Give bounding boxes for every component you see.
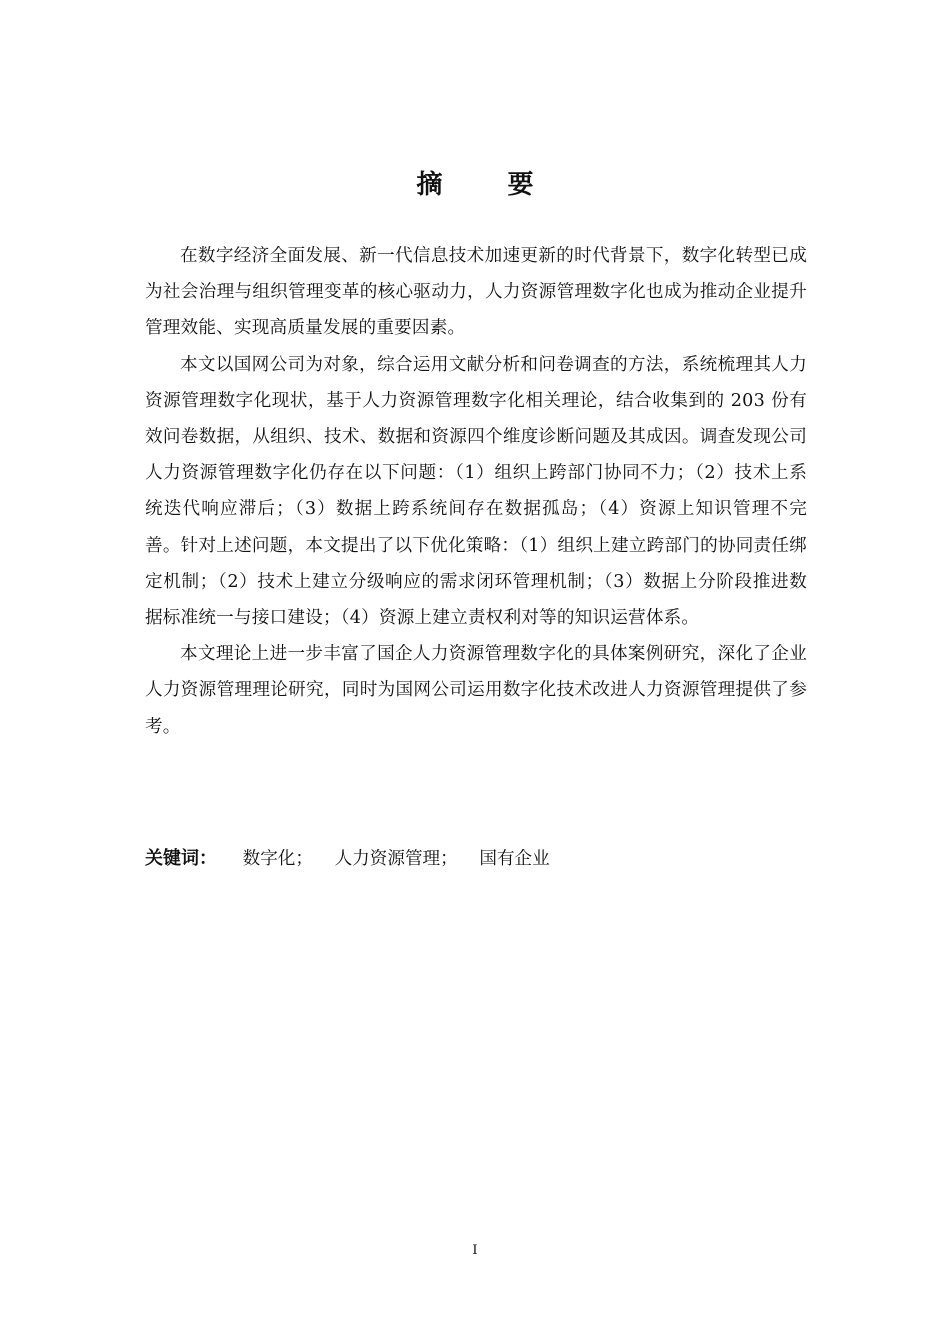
keyword-item: 数字化； bbox=[242, 849, 313, 869]
keywords-label: 关键词： bbox=[145, 848, 217, 869]
keyword-item: 人力资源管理； bbox=[334, 849, 458, 869]
page-number: I bbox=[472, 1243, 478, 1258]
abstract-title: 摘 要 bbox=[416, 170, 562, 200]
abstract-paragraph-2: 本文以国网公司为对象，综合运用文献分析和问卷调查的方法，系统梳理其人力资源管理数字化现状，基于人力资源管理数字化相关理论，结合收集到的 203 份有效问卷数据，从组织、技术、数据和资源四个维度诊断问题及其成因。调查发现公司人力资源管理数字化仍存在以下问题：（1）组织上跨部门协同不力；（2）技术上系统迭代响应滞后；（3）数据上跨系统间存在数据孤岛；（4）资源上知识管理不完善。针对上述问题，本文提出了以下优化策略：（1）组织上建立跨部门的协同责任绑定机制；（2）技术上建立分级响应的需求闭环管理机制；（3）数据上分阶段推进数据标准统一与接口建设；（4）资源上建立责权利对等的知识运营体系。 bbox=[145, 354, 807, 629]
keyword-item: 国有企业 bbox=[479, 849, 550, 869]
abstract-paragraph-1: 在数字经济全面发展、新一代信息技术加速更新的时代背景下，数字化转型已成为社会治理与组织管理变革的核心驱动力，人力资源管理数字化也成为推动企业提升管理效能、实现高质量发展的重要因素。 bbox=[145, 246, 807, 339]
keywords-line bbox=[145, 843, 807, 875]
abstract-body bbox=[145, 238, 807, 745]
abstract-paragraph-3: 本文理论上进一步丰富了国企人力资源管理数字化的具体案例研究，深化了企业人力资源管理理论研究，同时为国网公司运用数字化技术改进人力资源管理提供了参考。 bbox=[145, 644, 807, 737]
